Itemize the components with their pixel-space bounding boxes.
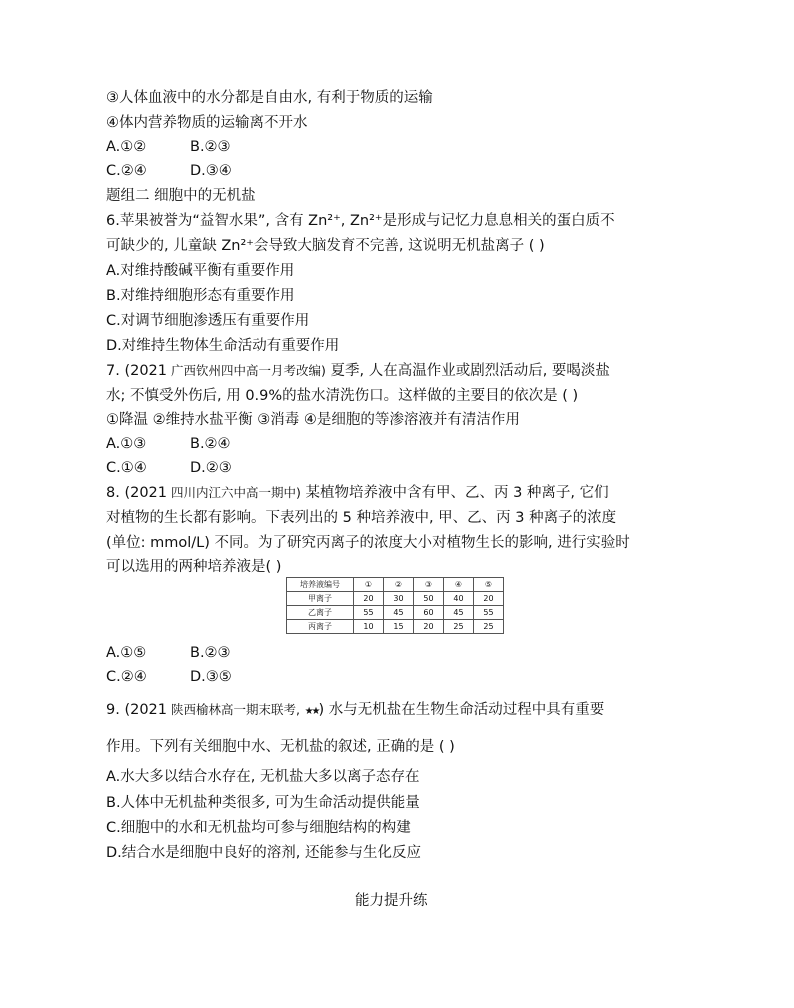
option-c: C.②④: [106, 163, 147, 179]
option-b: B.②③: [190, 645, 231, 661]
table-cell: 20: [354, 592, 384, 606]
table-header-cell: ①: [354, 578, 384, 592]
table-cell: 25: [444, 620, 474, 634]
table-cell: 55: [474, 606, 504, 620]
option-a: A.①③: [106, 436, 147, 452]
difficulty-star-icon: ★★: [304, 706, 319, 717]
question-8-line-4: 可以选用的两种培养液是( ): [106, 559, 282, 575]
question-6-option-d: D.对维持生物体生命活动有重要作用: [106, 338, 340, 354]
table-row-label: 甲离子: [287, 592, 354, 606]
question-9-option-c: C.细胞中的水和无机盐均可参与细胞结构的构建: [106, 820, 411, 836]
question-8-line-2: 对植物的生长都有影响。下表列出的 5 种培养液中, 甲、乙、丙 3 种离子的浓度: [106, 510, 617, 526]
group-title: 题组二 细胞中的无机盐: [106, 188, 256, 204]
table-header-cell: ②: [384, 578, 414, 592]
question-9-option-d: D.结合水是细胞中良好的溶剂, 还能参与生化反应: [106, 845, 421, 861]
table-cell: 50: [414, 592, 444, 606]
question-8-line-1: [106, 483, 609, 503]
question-6-option-c: C.对调节细胞渗透压有重要作用: [106, 313, 310, 329]
option-d: D.③⑤: [190, 669, 232, 685]
question-8-line-3: (单位: mmol/L) 不同。为了研究丙离子的浓度大小对植物生长的影响, 进行实验时: [106, 535, 630, 551]
question-9-line-2: 作用。下列有关细胞中水、无机盐的叙述, 正确的是 ( ): [106, 739, 455, 755]
table-row: [287, 592, 504, 606]
table-cell: 55: [354, 606, 384, 620]
table-cell: 15: [384, 620, 414, 634]
table-row-label: 乙离子: [287, 606, 354, 620]
question-text: ) 水与无机盐在生物生命活动过程中具有重要: [318, 702, 605, 718]
table-row: [287, 620, 504, 634]
table-cell: 30: [384, 592, 414, 606]
question-number: 7. (2021: [106, 363, 168, 379]
question-6-option-b: B.对维持细胞形态有重要作用: [106, 288, 295, 304]
culture-solution-table: [286, 577, 504, 634]
question-text: 夏季, 人在高温作业或剧烈活动后, 要喝淡盐: [325, 363, 610, 379]
option-b: B.②④: [190, 436, 231, 452]
question-9-line-1: [106, 700, 604, 722]
question-source: 广西钦州四中高一月考改编): [167, 363, 326, 378]
table-header-row: [287, 578, 504, 592]
table-row: [287, 606, 504, 620]
question-source: 四川内江六中高一期中): [167, 485, 301, 500]
table-header-cell: ④: [444, 578, 474, 592]
table-cell: 20: [414, 620, 444, 634]
table-cell: 45: [444, 606, 474, 620]
question-6-option-a: A.对维持酸碱平衡有重要作用: [106, 263, 295, 279]
question-9-option-a: A.水大多以结合水存在, 无机盐大多以离子态存在: [106, 769, 420, 785]
question-7-line-1: [106, 361, 610, 381]
option-b: B.②③: [190, 139, 231, 155]
option-d: D.③④: [190, 163, 232, 179]
option-a: A.①②: [106, 139, 147, 155]
option-a: A.①⑤: [106, 645, 147, 661]
table-row-label: 丙离子: [287, 620, 354, 634]
table-cell: 45: [384, 606, 414, 620]
section-heading: 能力提升练: [355, 893, 428, 909]
question-6-line-2: 可缺少的, 儿童缺 Zn²⁺会导致大脑发育不完善, 这说明无机盐离子 ( ): [106, 238, 545, 254]
line-item-4: ④体内营养物质的运输离不开水: [106, 115, 308, 131]
line-item-3: ③人体血液中的水分都是自由水, 有利于物质的运输: [106, 90, 433, 106]
table-header-cell: ⑤: [474, 578, 504, 592]
table-header-cell: 培养液编号: [287, 578, 354, 592]
question-text: 某植物培养液中含有甲、乙、丙 3 种离子, 它们: [300, 485, 609, 501]
question-9-option-b: B.人体中无机盐种类很多, 可为生命活动提供能量: [106, 795, 420, 811]
question-source: 陕西榆林高一期末联考,: [167, 702, 300, 717]
table-cell: 40: [444, 592, 474, 606]
table-cell: 10: [354, 620, 384, 634]
table-cell: 20: [474, 592, 504, 606]
table-header-cell: ③: [414, 578, 444, 592]
question-number: 9. (2021: [106, 702, 168, 718]
question-7-line-3: ①降温 ②维持水盐平衡 ③消毒 ④是细胞的等渗溶液并有清洁作用: [106, 412, 520, 428]
option-d: D.②③: [190, 460, 232, 476]
table-cell: 60: [414, 606, 444, 620]
option-c: C.②④: [106, 669, 147, 685]
question-number: 8. (2021: [106, 485, 168, 501]
question-6-line-1: 6.苹果被誉为“益智水果”, 含有 Zn²⁺, Zn²⁺是形成与记忆力息息相关的蛋白质不: [106, 213, 615, 229]
question-7-line-2: 水; 不慎受外伤后, 用 0.9%的盐水清洗伤口。这样做的主要目的依次是 ( ): [106, 388, 579, 404]
table-cell: 25: [474, 620, 504, 634]
option-c: C.①④: [106, 460, 147, 476]
